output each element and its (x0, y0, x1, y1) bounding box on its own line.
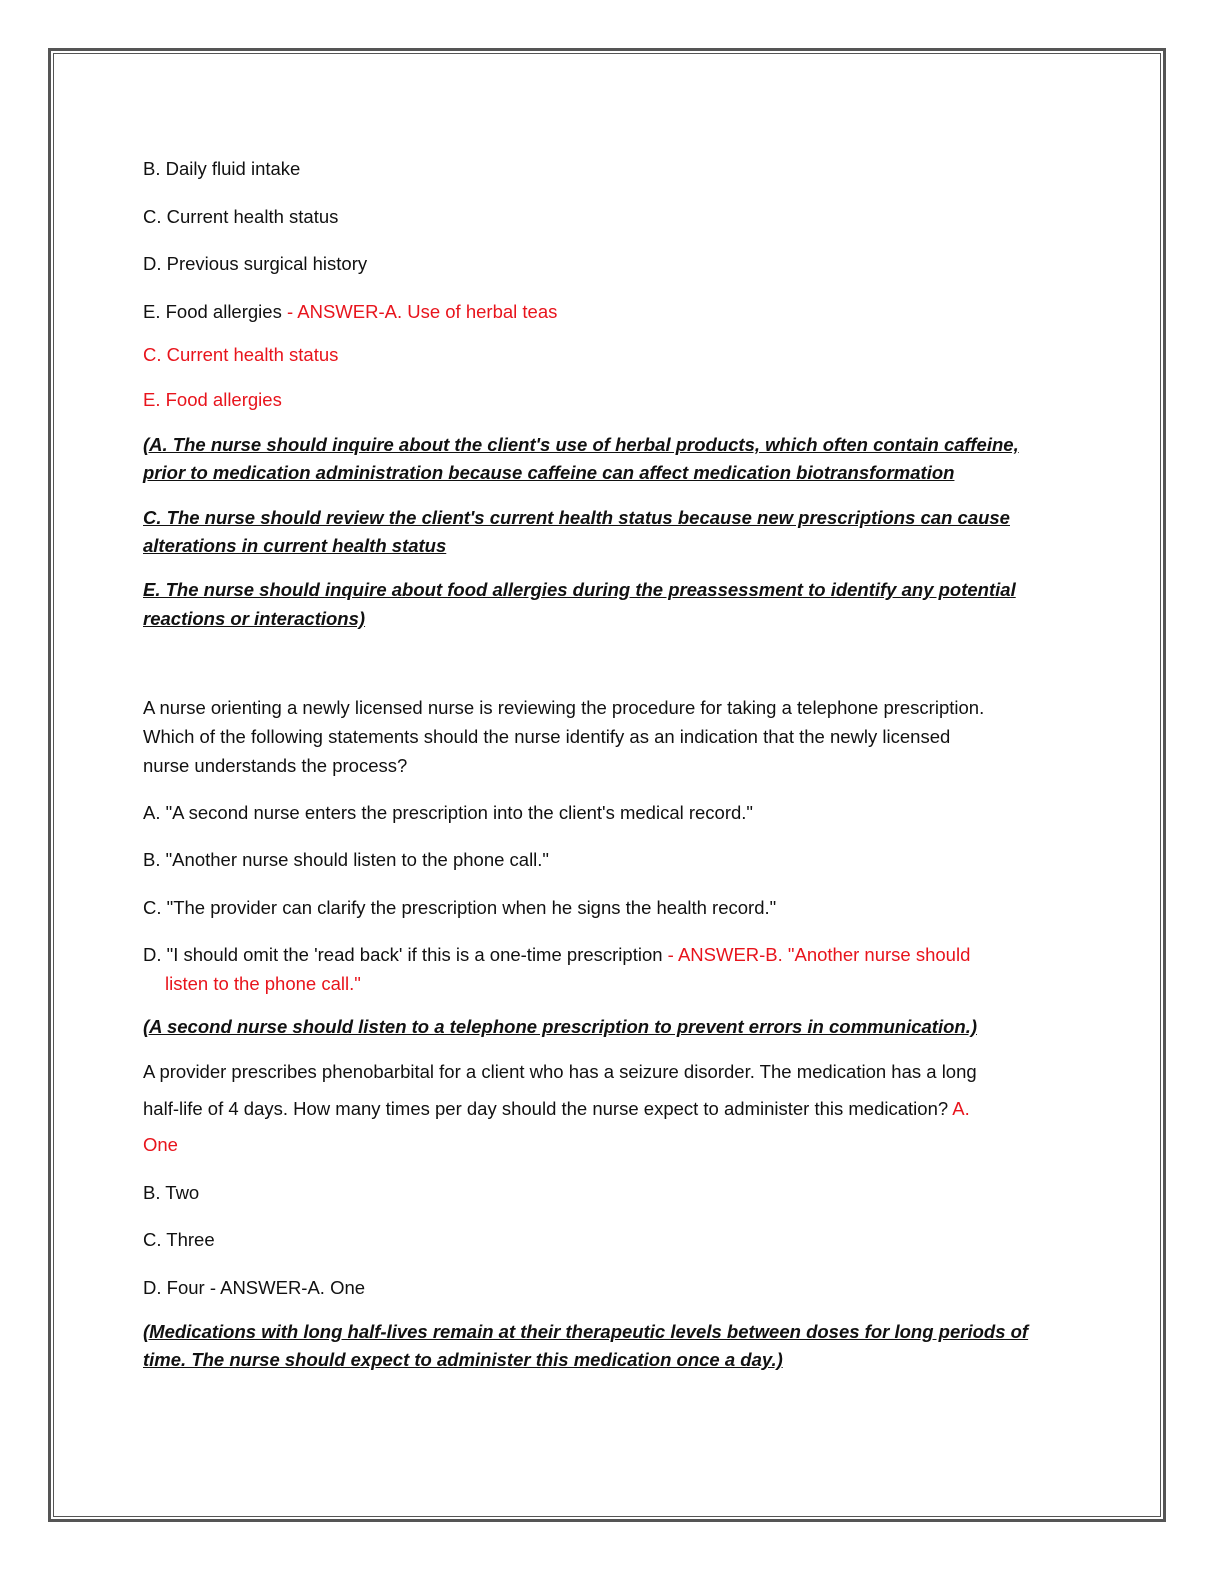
q1-option-b: B. Daily fluid intake (143, 158, 301, 179)
q2-rationale: (A second nurse should listen to a telephone prescription to prevent errors in communication.) (143, 1016, 977, 1037)
q3-option-c: C. Three (143, 1229, 215, 1250)
q1-option-e (143, 297, 557, 326)
q1-answer: - ANSWER-A. Use of herbal teas (281, 301, 558, 322)
q3-rationale-line1: (Medications with long half-lives remain at their therapeutic levels between doses for long periods of (143, 1321, 1029, 1342)
q1-answer-c: C. Current health status (143, 344, 339, 365)
q2-answer-line2: listen to the phone call." (165, 973, 361, 994)
q2-stem-line3: nurse understands the process? (143, 755, 408, 776)
q1-rationale-c-line2: alterations in current health status (143, 535, 447, 556)
q1-option-c: C. Current health status (143, 206, 339, 227)
q1-rationale-e-line2: reactions or interactions) (143, 608, 366, 629)
q1-rationale-a-line1: (A. The nurse should inquire about the client's use of herbal products, which often contain caffeine, (143, 434, 1019, 455)
q2-option-d-text: D. "I should omit the 'read back' if this is a one-time prescription (143, 944, 663, 965)
q1-answer-e: E. Food allergies (143, 389, 282, 410)
q2-option-b: B. "Another nurse should listen to the phone call." (143, 849, 549, 870)
q1-rationale-a-line2: prior to medication administration because caffeine can affect medication biotransformation (143, 462, 955, 483)
q3-option-d: D. Four - ANSWER-A. One (143, 1277, 366, 1298)
q1-rationale-c-line1: C. The nurse should review the client's current health status because new prescriptions can cause (143, 507, 1010, 528)
q3-stem-line1: A provider prescribes phenobarbital for a client who has a seizure disorder. The medication has a long (143, 1061, 977, 1082)
q2-stem-line1: A nurse orienting a newly licensed nurse is reviewing the procedure for taking a telephone prescription. (143, 697, 985, 718)
q3-stem-line2-text: half-life of 4 days. How many times per day should the nurse expect to administer this medication? (143, 1098, 949, 1119)
q3-stem-answer-one: One (143, 1134, 178, 1155)
q3-option-b: B. Two (143, 1182, 200, 1203)
q2-option-c: C. "The provider can clarify the prescription when he signs the health record." (143, 897, 777, 918)
q3-stem-line2 (143, 1094, 970, 1123)
q1-option-d: D. Previous surgical history (143, 253, 368, 274)
q1-rationale-e-line1: E. The nurse should inquire about food allergies during the preassessment to identify any potential (143, 579, 1016, 600)
q3-stem-answer-a: A. (948, 1098, 970, 1119)
q2-answer-line1: - ANSWER-B. "Another nurse should (662, 944, 971, 965)
q2-option-d (143, 940, 970, 969)
q1-option-e-text: E. Food allergies (143, 301, 282, 322)
q2-stem-line2: Which of the following statements should the nurse identify as an indication that the newly licensed (143, 726, 951, 747)
q2-option-a: A. "A second nurse enters the prescription into the client's medical record." (143, 802, 754, 823)
q3-rationale-line2: time. The nurse should expect to administer this medication once a day.) (143, 1349, 783, 1370)
